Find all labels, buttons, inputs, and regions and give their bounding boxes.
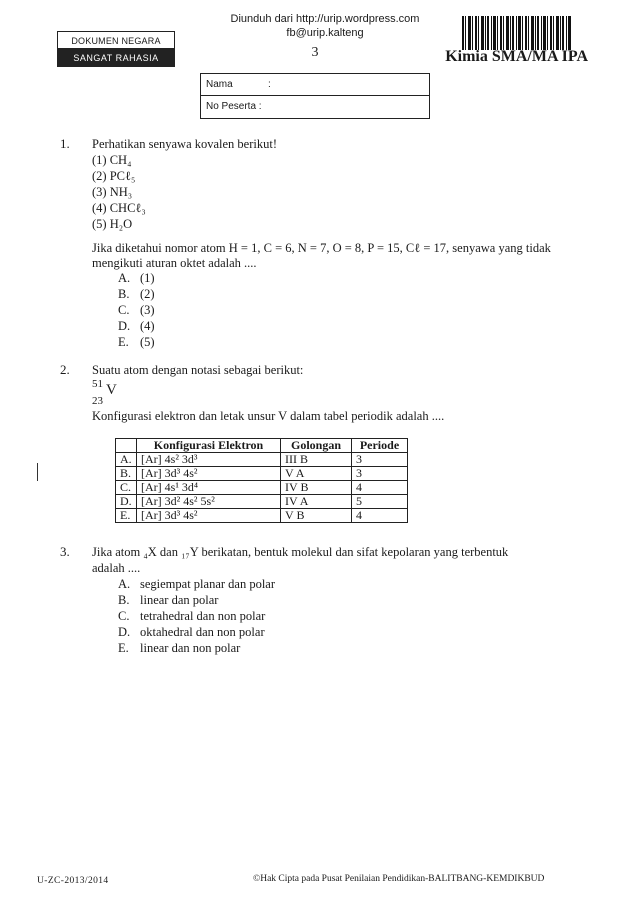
table-header-row: [116, 439, 408, 453]
header-letter: [116, 439, 137, 453]
scan-mark: [37, 463, 38, 481]
compound-item: (3) NH₃: [92, 185, 133, 199]
header-config: Konfigurasi Elektron: [137, 439, 281, 453]
table-row[interactable]: A. [Ar] 4s² 3d³ III B 3: [116, 453, 408, 467]
question-3-prompt-line2: adalah ....: [92, 561, 141, 575]
download-source: Diunduh dari http://urip.wordpress.com: [230, 13, 420, 25]
compound-item: (2) PCℓ₅: [92, 169, 136, 183]
answer-option[interactable]: D. (4): [118, 319, 155, 333]
table-row[interactable]: B. [Ar] 3d³ 4s² V A 3: [116, 467, 408, 481]
table-row[interactable]: C. [Ar] 4s¹ 3d⁴ IV B 4: [116, 481, 408, 495]
header-periode: Periode: [352, 439, 408, 453]
name-label: Nama: [206, 79, 233, 90]
participant-number-label: No Peserta :: [206, 100, 262, 112]
table-row[interactable]: D. [Ar] 3d² 4s² 5s² IV A 5: [116, 495, 408, 509]
answer-option[interactable]: E. (5): [118, 335, 155, 349]
answer-option[interactable]: A. segiempat planar dan polar: [118, 577, 276, 591]
element-symbol: V: [106, 382, 117, 398]
question-2-prompt: Suatu atom dengan notasi sebagai berikut:: [92, 363, 304, 377]
name-colon: :: [268, 79, 271, 90]
question-2-text: Konfigurasi elektron dan letak unsur V dalam tabel periodik adalah ....: [92, 409, 445, 423]
table-row[interactable]: E. [Ar] 3d³ 4s² V B 4: [116, 509, 408, 523]
stamp-dokumen-negara: DOKUMEN NEGARA: [57, 31, 175, 50]
question-3-options: [118, 576, 275, 656]
question-3-number: 3.: [60, 544, 70, 559]
question-3-prompt-line1: Jika atom ₄X dan ₁₇Y berikatan, bentuk molekul dan sifat kepolaran yang terbentuk: [92, 545, 509, 559]
participant-id-box: [200, 73, 430, 119]
participant-number-row: [201, 95, 429, 116]
name-row: [201, 74, 429, 95]
download-contact: fb@urip.kalteng: [286, 27, 364, 39]
answer-option[interactable]: D. oktahedral dan non polar: [118, 625, 265, 639]
compound-item: (5) H₂O: [92, 217, 133, 231]
header-golongan: Golongan: [281, 439, 352, 453]
configuration-table: [115, 438, 408, 523]
question-1-text-line1: Jika diketahui nomor atom H = 1, C = 6, N = 7, O = 8, P = 15, Cℓ = 17, senyawa yang tidak: [92, 241, 551, 255]
question-1-text-line2: mengikuti aturan oktet adalah ....: [92, 256, 257, 270]
answer-option[interactable]: C. tetrahedral dan non polar: [118, 609, 266, 623]
subject-title: Kimia SMA/MA IPA: [445, 48, 588, 65]
copyright-notice: ©Hak Cipta pada Pusat Penilaian Pendidikan-BALITBANG-KEMDIKBUD: [253, 874, 545, 884]
compound-item: (1) CH₄: [92, 153, 132, 167]
question-2-number: 2.: [60, 362, 70, 377]
answer-option[interactable]: C. (3): [118, 303, 155, 317]
page-number: 3: [311, 45, 319, 60]
question-1-number: 1.: [60, 136, 70, 151]
mass-number: 51: [92, 378, 103, 390]
atomic-number: 23: [92, 395, 103, 407]
stamp-sangat-rahasia: SANGAT RAHASIA: [57, 48, 175, 67]
compound-item: (4) CHCℓ₃: [92, 201, 146, 215]
answer-option[interactable]: B. linear dan polar: [118, 593, 219, 607]
barcode-icon: [462, 16, 572, 50]
answer-option[interactable]: E. linear dan non polar: [118, 641, 241, 655]
answer-option[interactable]: B. (2): [118, 287, 155, 301]
compound-list: [92, 152, 146, 232]
question-1-prompt: Perhatikan senyawa kovalen berikut!: [92, 137, 278, 151]
question-1-options: [118, 270, 155, 350]
document-code: U-ZC-2013/2014: [37, 876, 109, 886]
answer-option[interactable]: A. (1): [118, 271, 155, 285]
